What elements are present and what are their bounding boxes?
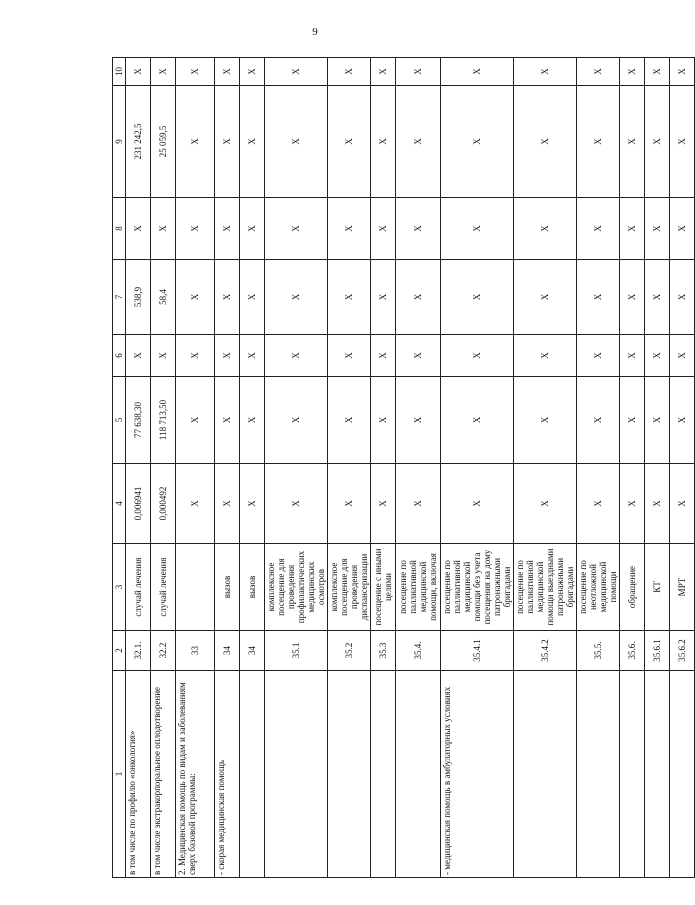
table-cell: МРТ	[670, 544, 695, 631]
table-cell: X	[670, 86, 695, 198]
table-cell: 77 638,30	[126, 377, 151, 464]
table-cell: X	[265, 377, 328, 464]
table-cell: - медицинская помощь в амбулаторных условиях	[441, 671, 514, 878]
table-cell: X	[265, 464, 328, 544]
table-cell: X	[514, 335, 577, 377]
table-cell: 0,000492	[151, 464, 176, 544]
table-cell: X	[577, 260, 620, 335]
table-row	[265, 58, 328, 878]
table-cell: 35.3	[371, 631, 396, 671]
table-cell	[176, 544, 215, 631]
table-cell: 25 059,5	[151, 86, 176, 198]
table-cell: X	[151, 335, 176, 377]
table-cell: случай лечения	[126, 544, 151, 631]
table-cell: X	[514, 198, 577, 260]
table-cell: X	[441, 58, 514, 86]
table-cell: X	[371, 86, 396, 198]
table-cell: X	[240, 86, 265, 198]
table-cell: X	[441, 198, 514, 260]
table-cell: X	[577, 86, 620, 198]
page-number: 9	[312, 26, 318, 38]
table-cell: 35.6.	[620, 631, 645, 671]
table-cell: X	[176, 464, 215, 544]
table-cell: X	[577, 335, 620, 377]
table-cell: X	[215, 198, 240, 260]
header-cell: 3	[113, 544, 126, 631]
table-cell: вызов	[215, 544, 240, 631]
table-cell: X	[645, 335, 670, 377]
table-cell: 32.1.	[126, 631, 151, 671]
data-table	[112, 57, 695, 878]
table-cell: X	[176, 377, 215, 464]
table-cell: X	[645, 464, 670, 544]
header-cell: 10	[113, 58, 126, 86]
table-cell: X	[441, 464, 514, 544]
table-cell: X	[328, 86, 371, 198]
table-row	[645, 58, 670, 878]
table-row	[126, 58, 151, 878]
table-cell: X	[514, 260, 577, 335]
table-cell: X	[371, 198, 396, 260]
table-cell	[670, 671, 695, 878]
table-cell: КТ	[645, 544, 670, 631]
table-cell: 35.5.	[577, 631, 620, 671]
table-cell: X	[441, 335, 514, 377]
table-cell: X	[176, 260, 215, 335]
table-cell: X	[577, 377, 620, 464]
table-cell: X	[620, 58, 645, 86]
table-cell: X	[441, 377, 514, 464]
table-cell: X	[396, 86, 441, 198]
table-cell: X	[240, 260, 265, 335]
table-cell: X	[328, 464, 371, 544]
header-cell: 8	[113, 198, 126, 260]
table-row	[215, 58, 240, 878]
table-cell: 231 242,5	[126, 86, 151, 198]
table-cell: X	[396, 377, 441, 464]
table-cell: X	[441, 260, 514, 335]
table-cell	[396, 671, 441, 878]
table-cell	[240, 671, 265, 878]
table-cell: 35.4.1	[441, 631, 514, 671]
table-cell: 35.2	[328, 631, 371, 671]
header-row	[113, 58, 126, 878]
table-cell: X	[670, 377, 695, 464]
table-cell	[265, 671, 328, 878]
table-cell: X	[328, 260, 371, 335]
table-cell: X	[215, 335, 240, 377]
table-cell: X	[620, 260, 645, 335]
table-cell: X	[620, 335, 645, 377]
table-cell	[620, 671, 645, 878]
table-cell: X	[328, 58, 371, 86]
table-cell: X	[620, 198, 645, 260]
header-cell: 5	[113, 377, 126, 464]
table-cell: X	[620, 464, 645, 544]
table-body	[113, 58, 695, 878]
table-cell: 35.6.1	[645, 631, 670, 671]
table-cell: 32.2	[151, 631, 176, 671]
table-cell: посещение по паллиативной медицинской помощи без учета посещения на дому патронажными бригадами	[441, 544, 514, 631]
table-cell	[577, 671, 620, 878]
table-cell: X	[176, 335, 215, 377]
table-row	[151, 58, 176, 878]
table-cell: X	[645, 198, 670, 260]
table-cell: X	[514, 86, 577, 198]
table-cell: X	[441, 86, 514, 198]
table-cell	[328, 671, 371, 878]
table-cell	[514, 671, 577, 878]
table-cell: X	[396, 464, 441, 544]
table-cell: X	[645, 58, 670, 86]
table-cell: 35.4.	[396, 631, 441, 671]
table-cell: 2. Медицинская помощь по видам и заболеваниям сверх базовой программы:	[176, 671, 215, 878]
table-cell: X	[371, 260, 396, 335]
header-cell: 4	[113, 464, 126, 544]
table-cell: посещение по неотложной медицинской помощи	[577, 544, 620, 631]
table-cell: 34	[215, 631, 240, 671]
table-cell: X	[670, 335, 695, 377]
table-cell: 35.1	[265, 631, 328, 671]
table-cell: X	[265, 58, 328, 86]
table-cell: X	[215, 377, 240, 464]
table-cell: X	[265, 260, 328, 335]
table-cell: X	[514, 464, 577, 544]
table-cell: X	[176, 86, 215, 198]
table-row	[620, 58, 645, 878]
table-cell: X	[151, 198, 176, 260]
table-cell: X	[215, 464, 240, 544]
table-cell: X	[577, 58, 620, 86]
table-row	[328, 58, 371, 878]
table-cell: X	[396, 58, 441, 86]
table-cell: X	[577, 198, 620, 260]
table-cell: X	[514, 377, 577, 464]
table-cell: X	[514, 58, 577, 86]
table-row	[514, 58, 577, 878]
table-row	[396, 58, 441, 878]
table-cell: X	[176, 58, 215, 86]
table-cell: X	[670, 464, 695, 544]
table-cell: X	[328, 335, 371, 377]
table-cell: X	[371, 464, 396, 544]
table-cell: X	[126, 335, 151, 377]
table-cell: X	[265, 86, 328, 198]
table-cell: X	[328, 198, 371, 260]
table-cell: 118 713,50	[151, 377, 176, 464]
table-cell: X	[240, 198, 265, 260]
table-cell: X	[670, 58, 695, 86]
table-cell: X	[328, 377, 371, 464]
table-row	[371, 58, 396, 878]
table-cell: вызов	[240, 544, 265, 631]
table-cell: X	[265, 335, 328, 377]
table-cell: X	[645, 260, 670, 335]
table-row	[441, 58, 514, 878]
table-cell: в том числе экстракорпоральное оплодотворение	[151, 671, 176, 878]
table-cell: X	[645, 377, 670, 464]
table-cell: X	[620, 377, 645, 464]
table-row	[176, 58, 215, 878]
table-cell: - скорая медицинская помощь	[215, 671, 240, 878]
table-cell: X	[371, 377, 396, 464]
table-cell: 35.4.2	[514, 631, 577, 671]
table-cell: X	[670, 198, 695, 260]
table-cell: X	[240, 58, 265, 86]
header-cell: 1	[113, 671, 126, 878]
table-cell: X	[670, 260, 695, 335]
header-cell: 6	[113, 335, 126, 377]
table-cell: 34	[240, 631, 265, 671]
table-cell: посещение по паллиативной медицинской помощи выездными патронажными бригадами	[514, 544, 577, 631]
table-cell: 58,4	[151, 260, 176, 335]
table-cell: X	[151, 58, 176, 86]
table-cell: X	[396, 260, 441, 335]
table-cell: X	[215, 260, 240, 335]
table-cell: комплексное посещение для проведения диспансеризации	[328, 544, 371, 631]
table-cell: в том числе по профилю «онкология»	[126, 671, 151, 878]
table-cell: X	[126, 198, 151, 260]
table-cell: X	[577, 464, 620, 544]
table-cell: X	[396, 198, 441, 260]
table-cell: комплексное посещение для проведения профилактических медицинских осмотров	[265, 544, 328, 631]
table-cell: X	[126, 58, 151, 86]
table-cell: посещение по паллиативной медицинской помощи, включая	[396, 544, 441, 631]
table-cell: обращение	[620, 544, 645, 631]
table-cell: X	[620, 86, 645, 198]
table-cell: X	[240, 335, 265, 377]
table-row	[240, 58, 265, 878]
header-cell: 7	[113, 260, 126, 335]
table-cell: случай лечения	[151, 544, 176, 631]
table-cell: посещение с иными целями	[371, 544, 396, 631]
table-cell: X	[240, 464, 265, 544]
table-cell: 33	[176, 631, 215, 671]
table-cell: X	[371, 58, 396, 86]
table-cell: X	[240, 377, 265, 464]
table-cell	[645, 671, 670, 878]
table-cell: X	[396, 335, 441, 377]
rotated-table-wrapper	[112, 58, 687, 878]
table-cell: X	[215, 86, 240, 198]
table-row	[577, 58, 620, 878]
table-cell: 0,006941	[126, 464, 151, 544]
table-cell: X	[371, 335, 396, 377]
table-row	[670, 58, 695, 878]
table-cell: X	[176, 198, 215, 260]
table-cell: X	[215, 58, 240, 86]
header-cell: 2	[113, 631, 126, 671]
table-cell: 35.6.2	[670, 631, 695, 671]
table-cell: X	[265, 198, 328, 260]
table-cell	[371, 671, 396, 878]
table-cell: X	[645, 86, 670, 198]
table-cell: 538,9	[126, 260, 151, 335]
header-cell: 9	[113, 86, 126, 198]
